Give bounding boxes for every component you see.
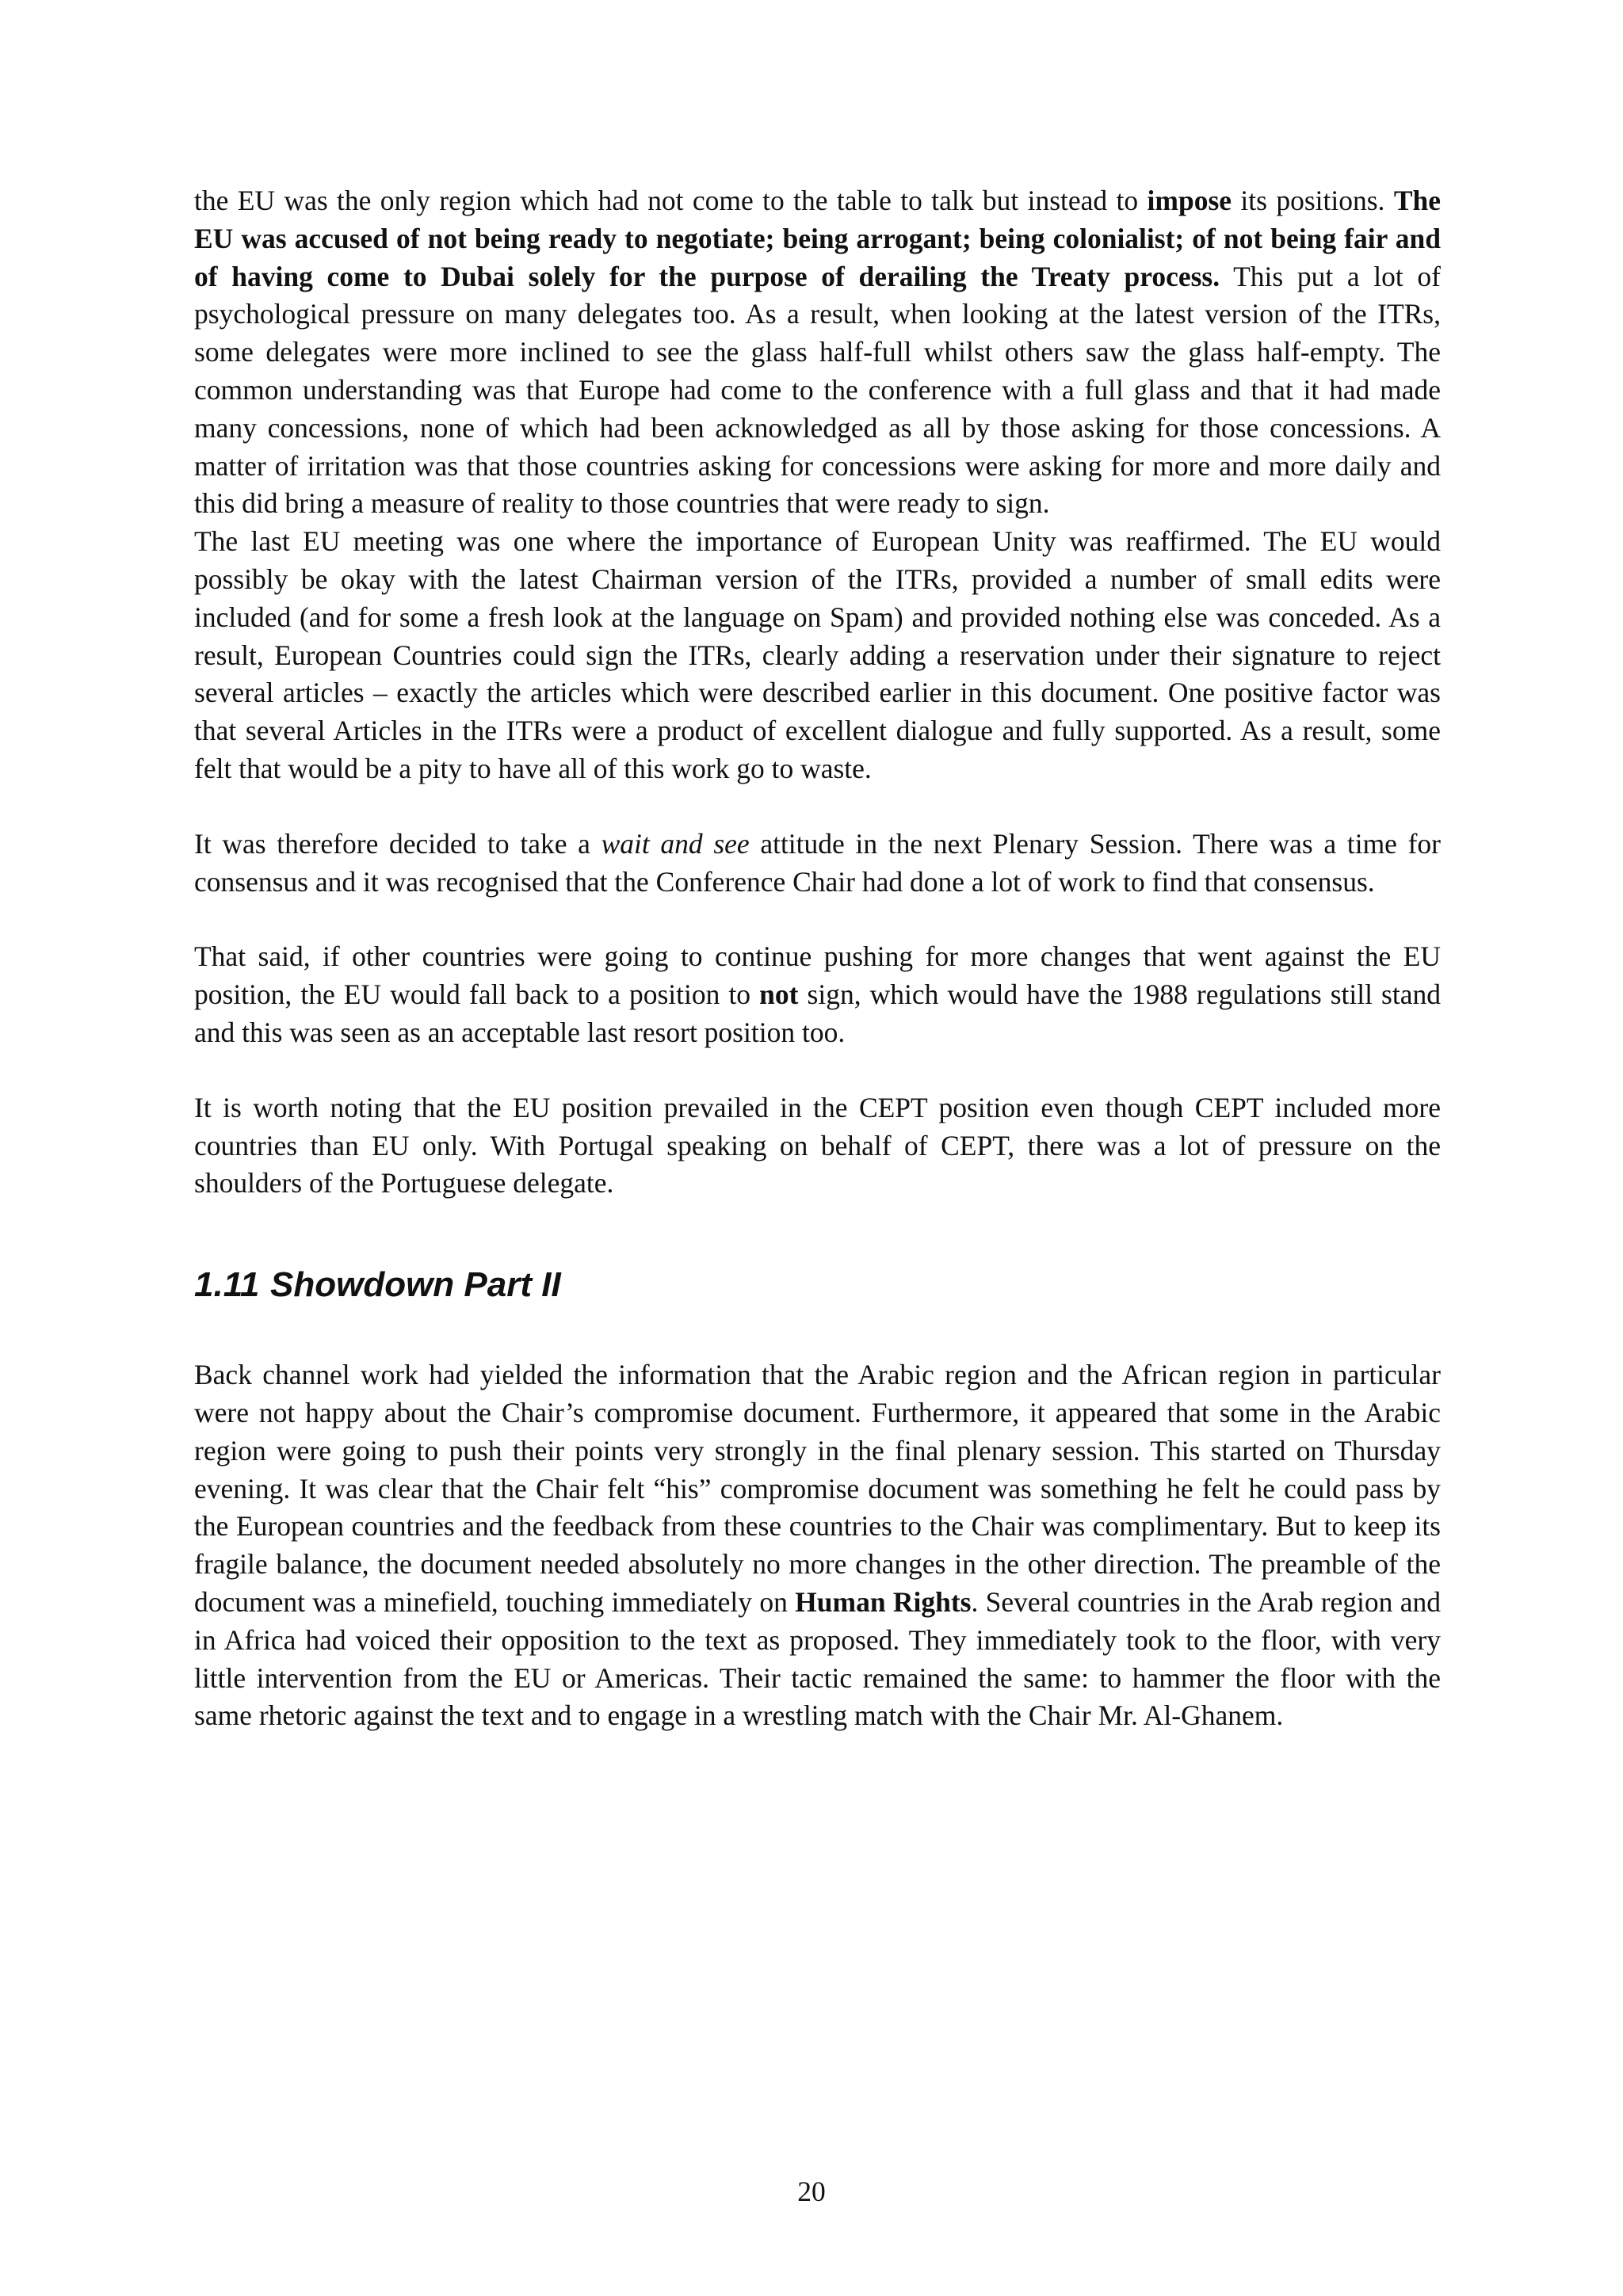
paragraph-text: . Several countries in the Arab region and in Africa had voiced their opposition to the text as proposed. They immediately took to the floor, with very little intervention from the EU or Americas. Their tactic remained the same: to hammer the floor with the same rhetoric against the text and to engage in a wrestling match with the Chair Mr. Al-Ghanem.: [194, 1585, 1441, 1732]
paragraph-wait-and-see: [194, 826, 1441, 902]
paragraph-back-channel: [194, 1356, 1441, 1735]
document-page: [194, 182, 1441, 1735]
paragraph-text: It was therefore decided to take a: [194, 827, 601, 860]
bold-text: The EU was accused of not being ready to negotiate; being arrogant; being colonialist; of not being fair and of having come to Dubai solely for the purpose of derailing the Treaty process.: [194, 185, 1441, 292]
paragraph-text: That said, if other countries were going to continue pushing for more changes that went against the EU position, the EU would fall back to a position to: [194, 940, 1441, 1011]
section-number: 1.11: [194, 1265, 260, 1305]
paragraph-text: Back channel work had yielded the information that the Arabic region and the African region in particular were not happy about the Chair’s compromise document. Furthermore, it appeared that some in the Arabic region were going to push their points very strongly in the final plenary session. This started on Thursday evening. It was clear that the Chair felt “his” compromise document was something he felt he could pass by the European countries and the feedback from these countries to the Chair was complimentary. But to keep its fragile balance, the document needed absolutely no more changes in the other direction. The preamble of the document was a minefield, touching immediately on: [194, 1359, 1441, 1618]
paragraph-text: sign, which would have the 1988 regulations still stand and this was seen as an acceptable last resort position too.: [194, 978, 1441, 1048]
paragraph-last-eu-meeting: The last EU meeting was one where the importance of European Unity was reaffirmed. The EU would possibly be okay with the latest Chairman version of the ITRs, provided a number of small edits were included (and for some a fresh look at the language on Spam) and provided nothing else was conceded. As a result, European Countries could sign the ITRs, clearly adding a reservation under their signature to reject several articles – exactly the articles which were described earlier in this document. One positive factor was that several Articles in the ITRs were a product of excellent dialogue and fully supported. As a result, some felt that would be a pity to have all of this work go to waste.: [194, 525, 1441, 784]
page-number: 20: [797, 2176, 826, 2207]
paragraph-eu-accusations: [194, 182, 1441, 523]
italic-text: wait and see: [601, 827, 750, 860]
paragraph-text: its positions.: [1232, 185, 1394, 216]
paragraph-text: This put a lot of psychological pressure on many delegates too. As a result, when looking at the latest version of the ITRs, some delegates were more inclined to see the glass half-full whilst others saw the glass half-empty. The common understanding was that Europe had come to the conference with a full glass and that it had made many concessions, none of which had been acknowledged as all by those asking for those concessions. A matter of irritation was that those countries asking for concessions were asking for more and more daily and this did bring a measure of reality to those countries that were ready to sign.: [194, 260, 1442, 520]
bold-text: impose: [1147, 185, 1232, 216]
bold-text: not: [759, 978, 799, 1011]
paragraph-text: the EU was the only region which had not come to the table to talk but instead to: [194, 185, 1148, 216]
section-heading: [194, 1263, 1441, 1307]
section-title: Showdown Part II: [270, 1265, 561, 1305]
paragraph-cept-position: It is worth noting that the EU position prevailed in the CEPT position even though CEPT included more countries than EU only. With Portugal speaking on behalf of CEPT, there was a lot of pressure on the shoulders of the Portuguese delegate.: [194, 1091, 1441, 1199]
bold-text: Human Rights: [795, 1585, 972, 1618]
paragraph-fallback-position: [194, 938, 1441, 1051]
paragraph-text: attitude in the next Plenary Session. There was a time for consensus and it was recognised that the Conference Chair had done a lot of work to find that consensus.: [194, 827, 1441, 898]
